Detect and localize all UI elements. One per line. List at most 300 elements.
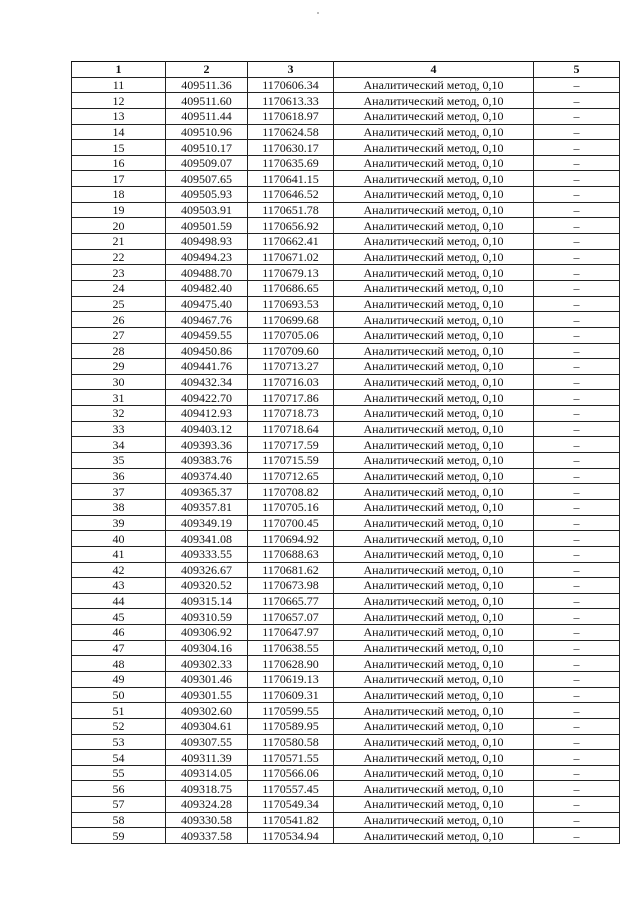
method-cell: Аналитический метод, 0,10 bbox=[334, 343, 534, 359]
method-cell: Аналитический метод, 0,10 bbox=[334, 280, 534, 296]
x-coordinate-cell: 409475.40 bbox=[166, 296, 248, 312]
x-coordinate-cell: 409510.96 bbox=[166, 124, 248, 140]
note-cell: – bbox=[534, 750, 620, 766]
x-coordinate-cell: 409304.61 bbox=[166, 718, 248, 734]
point-number-cell: 43 bbox=[72, 578, 166, 594]
method-cell: Аналитический метод, 0,10 bbox=[334, 108, 534, 124]
x-coordinate-cell: 409511.44 bbox=[166, 108, 248, 124]
x-coordinate-cell: 409333.55 bbox=[166, 546, 248, 562]
y-coordinate-cell: 1170705.06 bbox=[248, 327, 334, 343]
note-cell: – bbox=[534, 687, 620, 703]
note-cell: – bbox=[534, 781, 620, 797]
x-coordinate-cell: 409511.36 bbox=[166, 77, 248, 93]
point-number-cell: 59 bbox=[72, 828, 166, 844]
method-cell: Аналитический метод, 0,10 bbox=[334, 546, 534, 562]
note-cell: – bbox=[534, 108, 620, 124]
column-header: 5 bbox=[534, 62, 620, 78]
note-cell: – bbox=[534, 296, 620, 312]
note-cell: – bbox=[534, 593, 620, 609]
method-cell: Аналитический метод, 0,10 bbox=[334, 93, 534, 109]
table-row bbox=[72, 406, 620, 422]
method-cell: Аналитический метод, 0,10 bbox=[334, 578, 534, 594]
note-cell: – bbox=[534, 828, 620, 844]
method-cell: Аналитический метод, 0,10 bbox=[334, 765, 534, 781]
y-coordinate-cell: 1170646.52 bbox=[248, 187, 334, 203]
table-row bbox=[72, 640, 620, 656]
table-row bbox=[72, 484, 620, 500]
note-cell: – bbox=[534, 640, 620, 656]
table-row bbox=[72, 656, 620, 672]
table-row bbox=[72, 124, 620, 140]
point-number-cell: 21 bbox=[72, 234, 166, 250]
table-row bbox=[72, 468, 620, 484]
point-number-cell: 14 bbox=[72, 124, 166, 140]
y-coordinate-cell: 1170638.55 bbox=[248, 640, 334, 656]
point-number-cell: 36 bbox=[72, 468, 166, 484]
note-cell: – bbox=[534, 625, 620, 641]
x-coordinate-cell: 409510.17 bbox=[166, 140, 248, 156]
method-cell: Аналитический метод, 0,10 bbox=[334, 484, 534, 500]
table-row bbox=[72, 531, 620, 547]
point-number-cell: 25 bbox=[72, 296, 166, 312]
y-coordinate-cell: 1170624.58 bbox=[248, 124, 334, 140]
table-body bbox=[72, 77, 620, 843]
point-number-cell: 45 bbox=[72, 609, 166, 625]
table-row bbox=[72, 108, 620, 124]
y-coordinate-cell: 1170717.59 bbox=[248, 437, 334, 453]
note-cell: – bbox=[534, 718, 620, 734]
table-row bbox=[72, 562, 620, 578]
x-coordinate-cell: 409412.93 bbox=[166, 406, 248, 422]
y-coordinate-cell: 1170665.77 bbox=[248, 593, 334, 609]
method-cell: Аналитический метод, 0,10 bbox=[334, 640, 534, 656]
x-coordinate-cell: 409330.58 bbox=[166, 812, 248, 828]
y-coordinate-cell: 1170606.34 bbox=[248, 77, 334, 93]
note-cell: – bbox=[534, 562, 620, 578]
note-cell: – bbox=[534, 671, 620, 687]
point-number-cell: 26 bbox=[72, 312, 166, 328]
point-number-cell: 51 bbox=[72, 703, 166, 719]
note-cell: – bbox=[534, 812, 620, 828]
scan-speck bbox=[317, 12, 319, 14]
y-coordinate-cell: 1170657.07 bbox=[248, 609, 334, 625]
method-cell: Аналитический метод, 0,10 bbox=[334, 327, 534, 343]
point-number-cell: 58 bbox=[72, 812, 166, 828]
y-coordinate-cell: 1170671.02 bbox=[248, 249, 334, 265]
table-row bbox=[72, 187, 620, 203]
x-coordinate-cell: 409310.59 bbox=[166, 609, 248, 625]
table-row bbox=[72, 797, 620, 813]
note-cell: – bbox=[534, 468, 620, 484]
x-coordinate-cell: 409459.55 bbox=[166, 327, 248, 343]
x-coordinate-cell: 409302.33 bbox=[166, 656, 248, 672]
x-coordinate-cell: 409432.34 bbox=[166, 374, 248, 390]
table-row bbox=[72, 734, 620, 750]
note-cell: – bbox=[534, 797, 620, 813]
x-coordinate-cell: 409307.55 bbox=[166, 734, 248, 750]
point-number-cell: 42 bbox=[72, 562, 166, 578]
note-cell: – bbox=[534, 406, 620, 422]
x-coordinate-cell: 409488.70 bbox=[166, 265, 248, 281]
method-cell: Аналитический метод, 0,10 bbox=[334, 265, 534, 281]
point-number-cell: 15 bbox=[72, 140, 166, 156]
method-cell: Аналитический метод, 0,10 bbox=[334, 593, 534, 609]
y-coordinate-cell: 1170534.94 bbox=[248, 828, 334, 844]
point-number-cell: 17 bbox=[72, 171, 166, 187]
point-number-cell: 12 bbox=[72, 93, 166, 109]
y-coordinate-cell: 1170566.06 bbox=[248, 765, 334, 781]
point-number-cell: 19 bbox=[72, 202, 166, 218]
note-cell: – bbox=[534, 359, 620, 375]
x-coordinate-cell: 409507.65 bbox=[166, 171, 248, 187]
method-cell: Аналитический метод, 0,10 bbox=[334, 374, 534, 390]
table-row bbox=[72, 265, 620, 281]
method-cell: Аналитический метод, 0,10 bbox=[334, 437, 534, 453]
table-row bbox=[72, 77, 620, 93]
y-coordinate-cell: 1170618.97 bbox=[248, 108, 334, 124]
y-coordinate-cell: 1170686.65 bbox=[248, 280, 334, 296]
x-coordinate-cell: 409441.76 bbox=[166, 359, 248, 375]
method-cell: Аналитический метод, 0,10 bbox=[334, 234, 534, 250]
y-coordinate-cell: 1170712.65 bbox=[248, 468, 334, 484]
table-row bbox=[72, 765, 620, 781]
table-row bbox=[72, 327, 620, 343]
table-row bbox=[72, 515, 620, 531]
point-number-cell: 33 bbox=[72, 421, 166, 437]
y-coordinate-cell: 1170628.90 bbox=[248, 656, 334, 672]
table-row bbox=[72, 249, 620, 265]
y-coordinate-cell: 1170541.82 bbox=[248, 812, 334, 828]
method-cell: Аналитический метод, 0,10 bbox=[334, 124, 534, 140]
x-coordinate-cell: 409357.81 bbox=[166, 499, 248, 515]
table-row bbox=[72, 93, 620, 109]
note-cell: – bbox=[534, 202, 620, 218]
y-coordinate-cell: 1170635.69 bbox=[248, 155, 334, 171]
method-cell: Аналитический метод, 0,10 bbox=[334, 140, 534, 156]
y-coordinate-cell: 1170693.53 bbox=[248, 296, 334, 312]
y-coordinate-cell: 1170715.59 bbox=[248, 453, 334, 469]
y-coordinate-cell: 1170589.95 bbox=[248, 718, 334, 734]
note-cell: – bbox=[534, 218, 620, 234]
method-cell: Аналитический метод, 0,10 bbox=[334, 390, 534, 406]
point-number-cell: 55 bbox=[72, 765, 166, 781]
note-cell: – bbox=[534, 93, 620, 109]
method-cell: Аналитический метод, 0,10 bbox=[334, 671, 534, 687]
table-row bbox=[72, 499, 620, 515]
note-cell: – bbox=[534, 531, 620, 547]
method-cell: Аналитический метод, 0,10 bbox=[334, 296, 534, 312]
method-cell: Аналитический метод, 0,10 bbox=[334, 687, 534, 703]
point-number-cell: 20 bbox=[72, 218, 166, 234]
point-number-cell: 57 bbox=[72, 797, 166, 813]
coordinates-table bbox=[71, 61, 620, 844]
x-coordinate-cell: 409393.36 bbox=[166, 437, 248, 453]
x-coordinate-cell: 409383.76 bbox=[166, 453, 248, 469]
y-coordinate-cell: 1170679.13 bbox=[248, 265, 334, 281]
y-coordinate-cell: 1170709.60 bbox=[248, 343, 334, 359]
x-coordinate-cell: 409306.92 bbox=[166, 625, 248, 641]
x-coordinate-cell: 409505.93 bbox=[166, 187, 248, 203]
y-coordinate-cell: 1170688.63 bbox=[248, 546, 334, 562]
point-number-cell: 53 bbox=[72, 734, 166, 750]
note-cell: – bbox=[534, 734, 620, 750]
table-row bbox=[72, 687, 620, 703]
y-coordinate-cell: 1170613.33 bbox=[248, 93, 334, 109]
x-coordinate-cell: 409503.91 bbox=[166, 202, 248, 218]
y-coordinate-cell: 1170630.17 bbox=[248, 140, 334, 156]
note-cell: – bbox=[534, 187, 620, 203]
note-cell: – bbox=[534, 765, 620, 781]
table-row bbox=[72, 234, 620, 250]
point-number-cell: 39 bbox=[72, 515, 166, 531]
x-coordinate-cell: 409403.12 bbox=[166, 421, 248, 437]
table-row bbox=[72, 390, 620, 406]
method-cell: Аналитический метод, 0,10 bbox=[334, 734, 534, 750]
table-row bbox=[72, 750, 620, 766]
y-coordinate-cell: 1170662.41 bbox=[248, 234, 334, 250]
method-cell: Аналитический метод, 0,10 bbox=[334, 202, 534, 218]
y-coordinate-cell: 1170716.03 bbox=[248, 374, 334, 390]
note-cell: – bbox=[534, 312, 620, 328]
y-coordinate-cell: 1170717.86 bbox=[248, 390, 334, 406]
y-coordinate-cell: 1170713.27 bbox=[248, 359, 334, 375]
note-cell: – bbox=[534, 437, 620, 453]
x-coordinate-cell: 409341.08 bbox=[166, 531, 248, 547]
method-cell: Аналитический метод, 0,10 bbox=[334, 797, 534, 813]
note-cell: – bbox=[534, 343, 620, 359]
y-coordinate-cell: 1170549.34 bbox=[248, 797, 334, 813]
method-cell: Аналитический метод, 0,10 bbox=[334, 187, 534, 203]
method-cell: Аналитический метод, 0,10 bbox=[334, 468, 534, 484]
point-number-cell: 29 bbox=[72, 359, 166, 375]
table-header-row bbox=[72, 62, 620, 78]
method-cell: Аналитический метод, 0,10 bbox=[334, 625, 534, 641]
table-row bbox=[72, 296, 620, 312]
point-number-cell: 18 bbox=[72, 187, 166, 203]
y-coordinate-cell: 1170619.13 bbox=[248, 671, 334, 687]
point-number-cell: 24 bbox=[72, 280, 166, 296]
point-number-cell: 28 bbox=[72, 343, 166, 359]
method-cell: Аналитический метод, 0,10 bbox=[334, 531, 534, 547]
note-cell: – bbox=[534, 609, 620, 625]
table-row bbox=[72, 218, 620, 234]
note-cell: – bbox=[534, 140, 620, 156]
method-cell: Аналитический метод, 0,10 bbox=[334, 359, 534, 375]
table-row bbox=[72, 280, 620, 296]
note-cell: – bbox=[534, 515, 620, 531]
x-coordinate-cell: 409509.07 bbox=[166, 155, 248, 171]
table-row bbox=[72, 828, 620, 844]
x-coordinate-cell: 409422.70 bbox=[166, 390, 248, 406]
point-number-cell: 40 bbox=[72, 531, 166, 547]
note-cell: – bbox=[534, 77, 620, 93]
x-coordinate-cell: 409374.40 bbox=[166, 468, 248, 484]
method-cell: Аналитический метод, 0,10 bbox=[334, 406, 534, 422]
x-coordinate-cell: 409337.58 bbox=[166, 828, 248, 844]
note-cell: – bbox=[534, 656, 620, 672]
point-number-cell: 22 bbox=[72, 249, 166, 265]
y-coordinate-cell: 1170700.45 bbox=[248, 515, 334, 531]
x-coordinate-cell: 409315.14 bbox=[166, 593, 248, 609]
x-coordinate-cell: 409320.52 bbox=[166, 578, 248, 594]
y-coordinate-cell: 1170651.78 bbox=[248, 202, 334, 218]
note-cell: – bbox=[534, 249, 620, 265]
point-number-cell: 31 bbox=[72, 390, 166, 406]
table-row bbox=[72, 374, 620, 390]
y-coordinate-cell: 1170708.82 bbox=[248, 484, 334, 500]
y-coordinate-cell: 1170609.31 bbox=[248, 687, 334, 703]
point-number-cell: 13 bbox=[72, 108, 166, 124]
x-coordinate-cell: 409302.60 bbox=[166, 703, 248, 719]
y-coordinate-cell: 1170656.92 bbox=[248, 218, 334, 234]
note-cell: – bbox=[534, 703, 620, 719]
method-cell: Аналитический метод, 0,10 bbox=[334, 249, 534, 265]
point-number-cell: 30 bbox=[72, 374, 166, 390]
x-coordinate-cell: 409467.76 bbox=[166, 312, 248, 328]
point-number-cell: 11 bbox=[72, 77, 166, 93]
column-header: 4 bbox=[334, 62, 534, 78]
y-coordinate-cell: 1170694.92 bbox=[248, 531, 334, 547]
table-row bbox=[72, 609, 620, 625]
note-cell: – bbox=[534, 453, 620, 469]
table-row bbox=[72, 359, 620, 375]
method-cell: Аналитический метод, 0,10 bbox=[334, 421, 534, 437]
note-cell: – bbox=[534, 578, 620, 594]
note-cell: – bbox=[534, 327, 620, 343]
method-cell: Аналитический метод, 0,10 bbox=[334, 77, 534, 93]
point-number-cell: 38 bbox=[72, 499, 166, 515]
table-row bbox=[72, 312, 620, 328]
table-row bbox=[72, 812, 620, 828]
table-row bbox=[72, 718, 620, 734]
method-cell: Аналитический метод, 0,10 bbox=[334, 218, 534, 234]
x-coordinate-cell: 409349.19 bbox=[166, 515, 248, 531]
y-coordinate-cell: 1170718.64 bbox=[248, 421, 334, 437]
table-row bbox=[72, 578, 620, 594]
method-cell: Аналитический метод, 0,10 bbox=[334, 171, 534, 187]
point-number-cell: 54 bbox=[72, 750, 166, 766]
note-cell: – bbox=[534, 171, 620, 187]
point-number-cell: 27 bbox=[72, 327, 166, 343]
method-cell: Аналитический метод, 0,10 bbox=[334, 453, 534, 469]
x-coordinate-cell: 409498.93 bbox=[166, 234, 248, 250]
x-coordinate-cell: 409301.46 bbox=[166, 671, 248, 687]
table-row bbox=[72, 155, 620, 171]
point-number-cell: 49 bbox=[72, 671, 166, 687]
y-coordinate-cell: 1170641.15 bbox=[248, 171, 334, 187]
method-cell: Аналитический метод, 0,10 bbox=[334, 812, 534, 828]
x-coordinate-cell: 409326.67 bbox=[166, 562, 248, 578]
note-cell: – bbox=[534, 421, 620, 437]
point-number-cell: 35 bbox=[72, 453, 166, 469]
table-row bbox=[72, 202, 620, 218]
point-number-cell: 44 bbox=[72, 593, 166, 609]
y-coordinate-cell: 1170599.55 bbox=[248, 703, 334, 719]
note-cell: – bbox=[534, 546, 620, 562]
table-row bbox=[72, 421, 620, 437]
note-cell: – bbox=[534, 155, 620, 171]
point-number-cell: 56 bbox=[72, 781, 166, 797]
method-cell: Аналитический метод, 0,10 bbox=[334, 515, 534, 531]
x-coordinate-cell: 409301.55 bbox=[166, 687, 248, 703]
point-number-cell: 41 bbox=[72, 546, 166, 562]
method-cell: Аналитический метод, 0,10 bbox=[334, 609, 534, 625]
y-coordinate-cell: 1170571.55 bbox=[248, 750, 334, 766]
y-coordinate-cell: 1170673.98 bbox=[248, 578, 334, 594]
table-row bbox=[72, 140, 620, 156]
y-coordinate-cell: 1170557.45 bbox=[248, 781, 334, 797]
table-row bbox=[72, 453, 620, 469]
table-row bbox=[72, 593, 620, 609]
x-coordinate-cell: 409324.28 bbox=[166, 797, 248, 813]
x-coordinate-cell: 409482.40 bbox=[166, 280, 248, 296]
point-number-cell: 50 bbox=[72, 687, 166, 703]
x-coordinate-cell: 409314.05 bbox=[166, 765, 248, 781]
x-coordinate-cell: 409494.23 bbox=[166, 249, 248, 265]
x-coordinate-cell: 409318.75 bbox=[166, 781, 248, 797]
point-number-cell: 32 bbox=[72, 406, 166, 422]
method-cell: Аналитический метод, 0,10 bbox=[334, 703, 534, 719]
x-coordinate-cell: 409501.59 bbox=[166, 218, 248, 234]
point-number-cell: 23 bbox=[72, 265, 166, 281]
method-cell: Аналитический метод, 0,10 bbox=[334, 562, 534, 578]
x-coordinate-cell: 409511.60 bbox=[166, 93, 248, 109]
note-cell: – bbox=[534, 280, 620, 296]
x-coordinate-cell: 409311.39 bbox=[166, 750, 248, 766]
y-coordinate-cell: 1170681.62 bbox=[248, 562, 334, 578]
method-cell: Аналитический метод, 0,10 bbox=[334, 781, 534, 797]
table-row bbox=[72, 671, 620, 687]
column-header: 1 bbox=[72, 62, 166, 78]
x-coordinate-cell: 409365.37 bbox=[166, 484, 248, 500]
table-row bbox=[72, 703, 620, 719]
note-cell: – bbox=[534, 499, 620, 515]
y-coordinate-cell: 1170699.68 bbox=[248, 312, 334, 328]
point-number-cell: 37 bbox=[72, 484, 166, 500]
note-cell: – bbox=[534, 484, 620, 500]
point-number-cell: 34 bbox=[72, 437, 166, 453]
method-cell: Аналитический метод, 0,10 bbox=[334, 312, 534, 328]
point-number-cell: 46 bbox=[72, 625, 166, 641]
method-cell: Аналитический метод, 0,10 bbox=[334, 750, 534, 766]
method-cell: Аналитический метод, 0,10 bbox=[334, 499, 534, 515]
method-cell: Аналитический метод, 0,10 bbox=[334, 155, 534, 171]
x-coordinate-cell: 409450.86 bbox=[166, 343, 248, 359]
note-cell: – bbox=[534, 124, 620, 140]
note-cell: – bbox=[534, 265, 620, 281]
column-header: 2 bbox=[166, 62, 248, 78]
point-number-cell: 16 bbox=[72, 155, 166, 171]
table-row bbox=[72, 781, 620, 797]
table-row bbox=[72, 171, 620, 187]
note-cell: – bbox=[534, 374, 620, 390]
table-row bbox=[72, 625, 620, 641]
y-coordinate-cell: 1170718.73 bbox=[248, 406, 334, 422]
note-cell: – bbox=[534, 234, 620, 250]
column-header: 3 bbox=[248, 62, 334, 78]
point-number-cell: 47 bbox=[72, 640, 166, 656]
x-coordinate-cell: 409304.16 bbox=[166, 640, 248, 656]
y-coordinate-cell: 1170705.16 bbox=[248, 499, 334, 515]
point-number-cell: 52 bbox=[72, 718, 166, 734]
table-row bbox=[72, 546, 620, 562]
point-number-cell: 48 bbox=[72, 656, 166, 672]
method-cell: Аналитический метод, 0,10 bbox=[334, 718, 534, 734]
y-coordinate-cell: 1170580.58 bbox=[248, 734, 334, 750]
method-cell: Аналитический метод, 0,10 bbox=[334, 828, 534, 844]
y-coordinate-cell: 1170647.97 bbox=[248, 625, 334, 641]
table-row bbox=[72, 437, 620, 453]
